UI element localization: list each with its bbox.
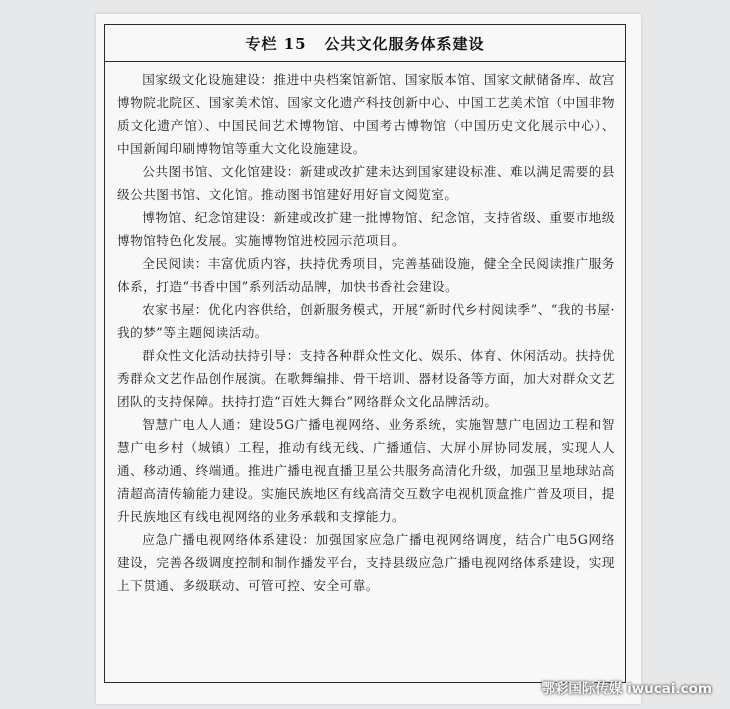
paragraph-national-reading: 全民阅读：丰富优质内容，扶持优秀项目，完善基础设施，健全全民阅读推广服务体系，打造“书香中国”系列活动品牌，加快书香社会建设。	[117, 256, 615, 294]
watermark-text: 鄂彩国际传媒 iwucai.com	[541, 681, 712, 697]
paragraph-national-facilities: 国家级文化设施建设：推进中央档案馆新馆、国家版本馆、国家文献储备库、故宫博物院北院区、国家美术馆、国家文化遗产科技创新中心、中国工艺美术馆（中国非物质文化遗产馆）、中国民间艺术博物馆、中国考古博物馆（中国历史文化展示中心）、中国新闻印刷博物馆等重大文化设施建设。	[117, 72, 615, 156]
column-number: 专栏 15	[245, 34, 307, 53]
column-title	[105, 25, 625, 62]
column-box	[104, 24, 626, 683]
paragraph-rural-bookstore: 农家书屋：优化内容供给，创新服务模式，开展“新时代乡村阅读季”、“我的书屋·我的梦”等主题阅读活动。	[117, 302, 615, 340]
paragraph-libraries: 公共图书馆、文化馆建设：新建或改扩建未达到国家建设标准、难以满足需要的县级公共图书馆、文化馆。推动图书馆建好用好盲文阅览室。	[117, 164, 615, 202]
column-title-text: 公共文化服务体系建设	[324, 34, 485, 53]
paragraph-emergency-broadcast: 应急广播电视网络体系建设：加强国家应急广播电视网络调度，结合广电5G网络建设，完善各级调度控制和制作播发平台，支持县级应急广播电视网络体系建设，实现上下贯通、多级联动、可管可控、安全可靠。	[117, 532, 615, 593]
paragraph-mass-culture: 群众性文化活动扶持引导：支持各种群众性文化、娱乐、体育、休闲活动。扶持优秀群众文艺作品创作展演。在歌舞编排、骨干培训、器材设备等方面，加大对群众文艺团队的支持保障。扶持打造“百姓大舞台”网络群众文化品牌活动。	[117, 348, 615, 409]
paragraph-museums: 博物馆、纪念馆建设：新建或改扩建一批博物馆、纪念馆，支持省级、重要市地级博物馆特色化发展。实施博物馆进校园示范项目。	[117, 210, 615, 248]
column-content	[105, 62, 625, 597]
paragraph-smart-broadcast: 智慧广电人人通：建设5G广播电视网络、业务系统，实施智慧广电固边工程和智慧广电乡村（城镇）工程，推动有线无线、广播通信、大屏小屏协同发展，实现人人通、移动通、终端通。推进广播电视直播卫星公共服务高清化升级，加强卫星地球站高清超高清传输能力建设。实施民族地区有线高清交互数字电视机顶盒推广普及项目，提升民族地区有线电视网络的业务承载和支撑能力。	[117, 417, 615, 524]
